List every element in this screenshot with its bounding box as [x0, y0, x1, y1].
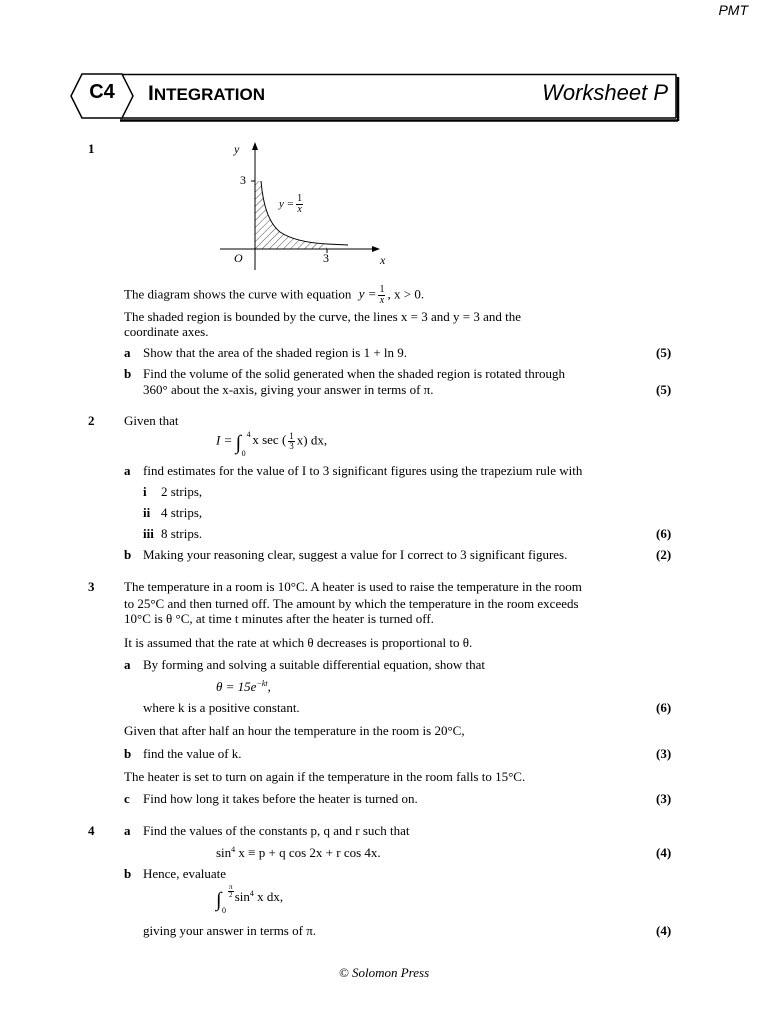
q4-part-b-text: Hence, evaluate	[143, 866, 227, 881]
topic-title-rest: NTEGRATION	[153, 85, 265, 104]
q4-part-b-marks: (4)	[656, 923, 672, 938]
q4-integrand-start: sin	[234, 889, 250, 904]
graph-curve-fraction	[296, 194, 303, 215]
q3-heater-line: The heater is set to turn on again if the temperature in the room falls to 15°C.	[124, 769, 526, 784]
q4-integrand-end: x dx,	[253, 889, 284, 904]
q4-integral-expression	[216, 883, 284, 915]
q3-part-b-marks: (3)	[656, 746, 672, 761]
question-3-intro-line-3: 10°C is θ °C, at time t minutes after the heater is turned off.	[124, 611, 434, 626]
q1-part-b-line-1: Find the volume of the solid generated when the shaded region is rotated through	[143, 366, 566, 381]
q3-part-a-text: By forming and solving a suitable differential equation, show that	[143, 657, 486, 672]
worksheet-label: Worksheet P	[542, 80, 668, 105]
q2-subpart-i-text: 2 strips,	[161, 484, 203, 499]
graph-origin-label: O	[234, 251, 243, 265]
question-2-intro: Given that	[124, 413, 179, 428]
q2-integrand-fraction	[288, 432, 295, 451]
q4-part-a-text: Find the values of the constants p, q and r such that	[143, 823, 410, 838]
graph-x-label: x	[380, 253, 386, 267]
q4-part-a-label: a	[124, 823, 131, 838]
q2-part-b-marks: (2)	[656, 547, 672, 562]
q1-equation-denominator: x	[379, 295, 385, 306]
question-1-intro	[124, 285, 424, 306]
question-3-intro-line-2: to 25°C and then turned off. The amount by which the temperature in the room exceeds	[124, 596, 579, 611]
q4-upper-limit-denominator: 2	[229, 891, 233, 899]
module-code: C4	[89, 81, 115, 103]
worksheet-header	[70, 72, 680, 122]
corner-label: PMT	[718, 2, 748, 18]
q2-subpart-ii-label: ii	[143, 505, 151, 520]
q3-given-line: Given that after half an hour the temperature in the room is 20°C,	[124, 723, 465, 738]
q4-upper-limit	[228, 884, 234, 899]
graph-curve-lhs: y =	[279, 198, 295, 211]
q3-equation-end: ,	[267, 679, 271, 694]
question-3-assumption: It is assumed that the rate at which θ decreases is proportional to θ.	[124, 635, 473, 650]
q3-equation-main: θ = 15e	[216, 679, 257, 694]
q1-equation-fraction	[378, 285, 385, 306]
question-1-number: 1	[88, 141, 95, 156]
q4-lower-limit: 0	[222, 906, 226, 915]
q3-equation-exponent: −kt	[256, 679, 268, 688]
integral-sign-icon: ∫ 4 0	[235, 430, 251, 459]
q1-part-a-text: Show that the area of the shaded region is 1 + ln 9.	[143, 345, 408, 360]
question-4-number: 4	[88, 823, 95, 838]
q1-equation-lhs: y =	[358, 286, 377, 302]
q4-upper-limit-numerator: π	[229, 883, 233, 891]
q4-identity-start: sin	[216, 845, 232, 860]
q4-identity-exponent: 4	[231, 845, 236, 854]
q3-part-c-text: Find how long it takes before the heater is turned on.	[143, 791, 418, 806]
q2-upper-limit: 4	[246, 430, 251, 440]
q2-integral-expression	[216, 430, 328, 459]
question-2-number: 2	[88, 413, 95, 428]
q3-part-c-label: c	[124, 791, 130, 806]
question-3-number: 3	[88, 579, 95, 594]
q4-identity-end: x ≡ p + q cos 2x + r cos 4x.	[235, 845, 381, 860]
q4-part-a-marks: (4)	[656, 845, 672, 860]
q3-part-a-marks: (6)	[656, 700, 672, 715]
q2-integrand-denominator: 3	[289, 441, 294, 451]
x-axis-arrow	[372, 246, 380, 252]
q1-part-b-label: b	[124, 366, 132, 381]
q2-integral-lhs: I =	[216, 432, 233, 448]
q2-part-b-label: b	[124, 547, 132, 562]
q2-integrand-start: x sec (	[252, 432, 287, 448]
footer-copyright: © Solomon Press	[338, 965, 430, 980]
q2-subpart-i-label: i	[143, 484, 147, 499]
topic-title-initial: I	[148, 82, 154, 105]
q3-part-b-text: find the value of k.	[143, 746, 242, 761]
q2-part-b-text: Making your reasoning clear, suggest a value for I correct to 3 significant figures.	[143, 547, 568, 562]
q4-giving-line: giving your answer in terms of π.	[143, 923, 317, 938]
q1-equation-domain: , x > 0.	[387, 286, 425, 302]
q3-part-b-label: b	[124, 746, 132, 761]
q1-part-a-marks: (5)	[656, 345, 672, 360]
q2-subpart-iii-text: 8 strips.	[161, 526, 203, 541]
q2-integrand-numerator: 1	[289, 431, 294, 441]
graph-y-label: y	[234, 142, 240, 156]
graph-curve-label	[279, 194, 305, 215]
q3-part-a-label: a	[124, 657, 131, 672]
q4-part-b-label: b	[124, 866, 132, 881]
q1-part-b-line-2: 360° about the x-axis, giving your answer in terms of π.	[143, 382, 434, 397]
integral-sign-icon: ∫ $\frac{\pi}{2}$ 0	[216, 883, 233, 915]
question-3-intro-line-1: The temperature in a room is 10°C. A heater is used to raise the temperature in the room	[124, 579, 582, 594]
q3-where-line: where k is a positive constant.	[143, 700, 300, 715]
q1-part-a-label: a	[124, 345, 131, 360]
q3-result-equation	[216, 680, 271, 695]
q2-part-a-text: find estimates for the value of I to 3 significant figures using the trapezium rule with	[143, 463, 583, 478]
q3-part-c-marks: (3)	[656, 791, 672, 806]
q2-lower-limit: 0	[241, 449, 246, 459]
q2-subpart-ii-text: 4 strips,	[161, 505, 203, 520]
graph-curve-numerator: 1	[297, 193, 303, 204]
graph-x-tick-label: 3	[323, 251, 329, 265]
q2-part-a-label: a	[124, 463, 131, 478]
graph-y-tick-label: 3	[240, 173, 246, 187]
question-1-region-line-1: The shaded region is bounded by the curve, the lines x = 3 and y = 3 and the	[124, 309, 521, 324]
y-axis-arrow	[252, 142, 258, 150]
q1-part-b-marks: (5)	[656, 382, 672, 397]
question-1-region-line-2: coordinate axes.	[124, 324, 209, 339]
q2-subpart-iii-label: iii	[143, 526, 154, 541]
topic-title	[148, 82, 265, 106]
q4-identity	[216, 846, 381, 861]
q1-equation-numerator: 1	[379, 284, 385, 295]
graph-curve-denominator: x	[297, 204, 302, 215]
q2-integrand-end: x) dx,	[296, 432, 328, 448]
q2-part-a-marks: (6)	[656, 526, 672, 541]
q1-intro-text: The diagram shows the curve with equation	[124, 286, 352, 302]
q4-integrand-exponent: 4	[249, 889, 254, 898]
